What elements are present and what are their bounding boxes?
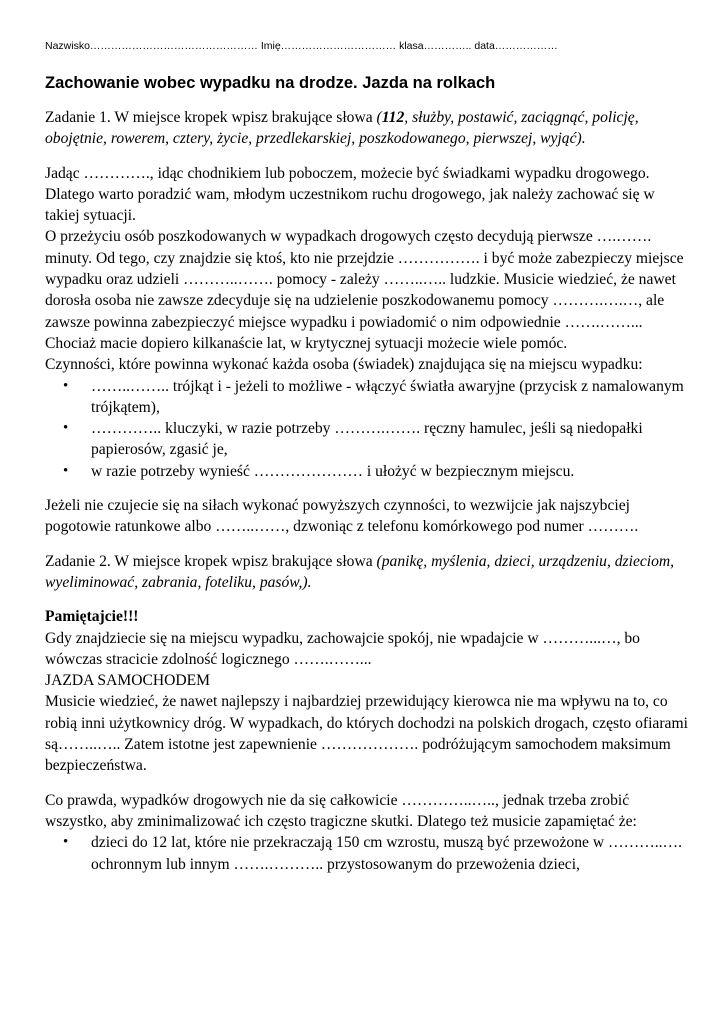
emergency-number: 112 xyxy=(381,109,405,126)
task-1-label: Zadanie 1. W miejsce kropek wpisz brakujące słowa xyxy=(45,109,377,126)
text2-paragraph-3: Co prawda, wypadków drogowych nie da się całkowicie …………..….., jednak trzeba zrobić wszystko, aby zminimalizować ich często tragiczne skutki. Dlatego też musicie zapamiętać że: xyxy=(45,791,637,830)
list-item: • ………….. kluczyki, w razie potrzeby ……….……. ręczny hamulec, jeśli są niedopałki papierosów, zgasić je, xyxy=(83,418,689,461)
page-title: Zachowanie wobec wypadku na drodze. Jazda na rolkach xyxy=(45,74,496,92)
list-item: • w razie potrzeby wynieść ………………… i ułożyć w bezpiecznym miejscu. xyxy=(83,461,689,482)
text2-paragraph-1: Gdy znajdziecie się na miejscu wypadku, zachowajcie spokój, nie wpadajcie w ………...…, bo wówczas stracicie zdolność logicznego …….……... xyxy=(45,629,640,668)
task-2-instruction xyxy=(45,551,689,594)
child-safety-list xyxy=(45,832,689,875)
list-item: • ……..…….. trójkąt i - jeżeli to możliwe - włączyć światła awaryjne (przycisk z namalowanym trójkątem), xyxy=(83,376,689,419)
task-1-word-bank: (112, służby, postawić, zaciągnąć, policję, obojętnie, rowerem, cztery, życie, przedlekarskiej, poszkodowanego, pierwszej, wyjąć). xyxy=(45,109,639,148)
text1-paragraph-4: Jeżeli nie czujecie się na siłach wykonać powyższych czynności, to wezwijcie jak najszybciej pogotowie ratunkowe albo ……..……, dzwoniąc z telefonu komórkowego pod numer ………. xyxy=(45,497,639,536)
task-2-label: Zadanie 2. W miejsce kropek wpisz brakujące słowa xyxy=(45,552,377,570)
section-heading-car: JAZDA SAMOCHODEM xyxy=(45,672,211,690)
task-2-word-bank: (panikę, myślenia, dzieci, urządzeniu, dzieciom, wyeliminować, zabrania, foteliku, pasów,). xyxy=(45,552,675,591)
remember-heading: Pamiętajcie!!! xyxy=(45,608,139,626)
task-1-instruction xyxy=(45,107,689,150)
student-info-line: Nazwisko………………………………………… Imię…………………………… klasa………….. data……………… xyxy=(45,40,558,52)
list-item: • dzieci do 12 lat, które nie przekraczają 150 cm wzrostu, muszą być przewożone w ………..…. ochronnym lub innym …….……….. przystosowanym do przewożenia dzieci, xyxy=(83,832,689,875)
text2-paragraph-2: Musicie wiedzieć, że nawet najlepszy i najbardziej przewidujący kierowca nie ma wpływu na to, co robią inni użytkownicy dróg. W wypadkach, do których dochodzi na polskich drogach, często ofiarami są……..….. Zatem istotne jest zapewnienie ………………. podróżującym samochodem maksimum bezpieczeństwa. xyxy=(45,693,688,775)
text1-paragraph-1: Jadąc …………., idąc chodnikiem lub poboczem, możecie być świadkami wypadku drogowego. Dlatego warto poradzić wam, młodym uczestnikom ruchu drogowego, jak należy zachować się w takiej sytuacji. xyxy=(45,164,655,225)
text1-paragraph-3: Czynności, które powinna wykonać każda osoba (świadek) znajdująca się na miejscu wypadku: xyxy=(45,356,643,374)
witness-actions-list xyxy=(45,376,689,482)
text1-paragraph-2: O przeżyciu osób poszkodowanych w wypadkach drogowych często decydują pierwsze ….……. minuty. Od tego, czy znajdzie się ktoś, kto nie przejdzie ……………. i być może zabezpieczy miejsce wypadku oraz udzieli ………..……. pomocy - zależy ……..….. ludzkie. Musicie wiedzieć, że nawet dorosła osoba nie zawsze zdecyduje się na udzielenie poszkodowanemu pomocy ……….….…, ale zawsze powinna zabezpieczyć miejsce wypadku i powiadomić o nim odpowiednie …….……... Chociaż macie dopiero kilkanaście lat, w krytycznej sytuacji możecie wiele pomóc. xyxy=(45,228,684,352)
